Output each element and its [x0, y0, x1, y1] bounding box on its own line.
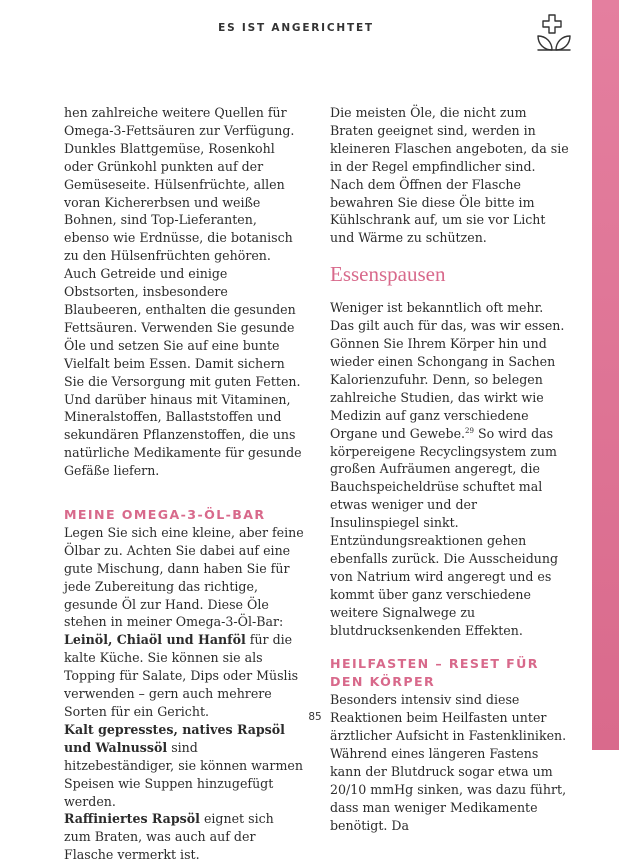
oil-description-1: für die kalte Küche. Sie können sie als Topping für Salate, Dips oder Müslis verwenden – gern auch mehrere Sorten für ein Gericht. [64, 632, 299, 719]
running-head: ES IST ANGERICHTET [218, 22, 374, 34]
oil-name-2: Kalt gepresstes, natives Rapsöl und Walnussöl [64, 721, 285, 755]
right-paragraph-3: Besonders intensiv sind diese Reaktionen beim Heilfasten unter ärztlicher Aufsicht in Fastenkliniken. Während eines längeren Fastens kann der Blutdruck sogar etwa um 20/10 mmHg sinken, was dazu führt, dass man weniger Medikamente benötigt. Da [330, 692, 567, 833]
left-column [64, 104, 304, 864]
oil-description-3: eignet sich zum Braten, was auch auf der Flasche vermerkt ist. [64, 811, 274, 863]
omega-oil-bar-heading: MEINE OMEGA-3-ÖL-BAR [64, 507, 266, 523]
oil-description-2: sind hitzebeständiger, sie können warmen Speisen wie Suppen hinzugefügt werden. [64, 739, 303, 809]
right-paragraph-2-end: So wird das körpereigene Recyclingsystem zum großen Aufräumen angeregt, die Bauchspeicheldrüse schuftet mal etwas weniger und der Insulinspiegel sinkt. Entzündungsreaktionen gehen ebenfalls zurück. Die Ausscheidung von Natrium wird angeregt und es kommt über ganz verschiedene weitere Signalwege zu blutdrucksenkenden Effekten. [330, 425, 559, 638]
right-paragraph-2-start: Weniger ist bekanntlich oft mehr. Das gilt auch für das, was wir essen. Gönnen Sie Ihrem Körper hin und wieder einen Schongang in Sachen Kalorienzufuhr. Denn, so belegen zahlreiche Studien, das wirkt wie Medizin auf ganz verschiedene Organe und Gewebe. [330, 300, 565, 441]
heilfasten-subheading: HEILFASTEN – RESET FÜR DEN KÖRPER [330, 656, 539, 690]
oil-name-1: Leinöl, Chiaöl und Hanföl [64, 632, 246, 648]
right-paragraph-2 [330, 299, 570, 639]
right-paragraph-1: Die meisten Öle, die nicht zum Braten geeignet sind, werden in kleineren Flaschen angeboten, da sie in der Regel empfindlicher sind. Nach dem Öffnen der Flasche bewahren Sie diese Öle bitte im Kühlschrank auf, um sie vor Licht und Wärme zu schützen. [330, 105, 569, 246]
left-paragraph-5 [64, 810, 304, 864]
page-number: 85 [308, 711, 322, 723]
right-column [330, 104, 570, 835]
oil-name-3: Raffiniertes Rapsöl [64, 811, 200, 827]
left-paragraph-3 [64, 631, 304, 721]
footnote-reference: 29 [465, 426, 474, 435]
left-paragraph-1: hen zahlreiche weitere Quellen für Omega-3-Fettsäuren zur Verfügung. Dunkles Blattgemüse, Rosenkohl oder Grünkohl punkten auf der Gemüseseite. Hülsenfrüchte, allen voran Kichererbsen und weiße Bohnen, sind Top-Lieferanten, ebenso wie Erdnüsse, die botanisch zu den Hülsenfrüchten gehören. Auch Getreide und einige Obstsorten, insbesondere Blaubeeren, enthalten die gesunden Fettsäuren. Verwenden Sie gesunde Öle und setzen Sie auf eine bunte Vielfalt beim Essen. Damit sichern Sie die Versorgung mit guten Fetten. Und darüber hinaus mit Vitaminen, Mineralstoffen, Ballaststoffen und sekundären Pflanzenstoffen, die uns natürliche Medikamente für gesunde Gefäße liefern. [64, 105, 302, 479]
cross-leaf-icon [534, 12, 574, 54]
left-paragraph-2: Legen Sie sich eine kleine, aber feine Ölbar zu. Achten Sie dabei auf eine gute Mischung, dann haben Sie für jede Zubereitung das richtige, gesunde Öl zur Hand. Diese Öle stehen in meiner Omega-3-Öl-Bar: [64, 524, 304, 630]
left-paragraph-4 [64, 721, 304, 811]
section-heading-essenspausen: Essenspausen [330, 262, 446, 287]
page-edge-color-bar [592, 0, 619, 750]
